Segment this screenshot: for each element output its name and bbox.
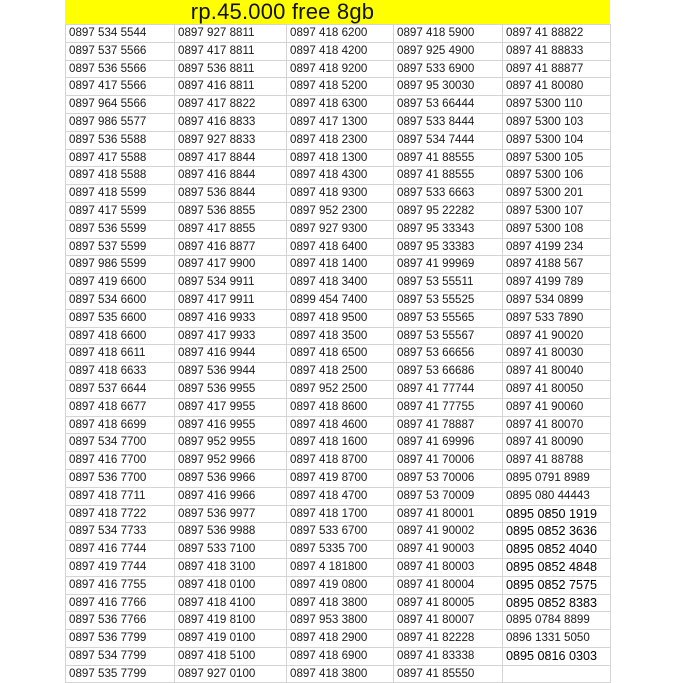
phone-number-cell[interactable]: 0897 4 181800 <box>287 558 394 576</box>
table-row <box>66 523 611 541</box>
phone-number-cell[interactable]: 0897 927 9300 <box>287 220 394 238</box>
phone-number-cell[interactable]: 0897 536 7799 <box>66 630 175 648</box>
phone-number-cell[interactable]: 0897 419 8100 <box>175 612 287 630</box>
phone-number-cell[interactable]: 0897 418 6611 <box>66 345 175 363</box>
phone-number-cell[interactable]: 0897 418 4700 <box>287 487 394 505</box>
phone-number-cell[interactable]: 0897 927 8833 <box>175 131 287 149</box>
phone-number-cell[interactable]: 0897 53 66656 <box>394 345 503 363</box>
phone-number-cell[interactable]: 0897 418 3400 <box>287 274 394 292</box>
phone-number-cell[interactable]: 0897 53 70006 <box>394 469 503 487</box>
phone-number-cell[interactable]: 0897 418 6699 <box>66 416 175 434</box>
phone-number-cell[interactable]: 0897 418 8600 <box>287 398 394 416</box>
phone-number-cell[interactable]: 0897 418 2900 <box>287 630 394 648</box>
phone-number-cell[interactable]: 0897 418 1600 <box>287 434 394 452</box>
phone-number-cell[interactable]: 0897 418 7722 <box>66 505 175 523</box>
phone-number-cell[interactable]: 0897 41 85550 <box>394 665 503 683</box>
phone-number-cell[interactable]: 0897 416 8844 <box>175 167 287 185</box>
phone-number-cell[interactable]: 0897 41 80005 <box>394 594 503 612</box>
phone-number-cell[interactable]: 0897 536 8811 <box>175 60 287 78</box>
phone-number-cell[interactable]: 0897 417 9955 <box>175 398 287 416</box>
phone-number-cell[interactable]: 0897 536 9988 <box>175 523 287 541</box>
table-row <box>66 42 611 60</box>
table-row <box>66 505 611 523</box>
phone-number-cell[interactable]: 0897 41 80003 <box>394 558 503 576</box>
phone-number-cell[interactable]: 0897 536 8855 <box>175 202 287 220</box>
phone-number-cell[interactable]: 0897 418 9200 <box>287 60 394 78</box>
phone-number-cell[interactable]: 0897 41 80080 <box>503 78 611 96</box>
phone-number-cell[interactable]: 0897 534 6600 <box>66 291 175 309</box>
phone-number-cell[interactable]: 0897 927 0100 <box>175 665 287 683</box>
phone-number-cell[interactable]: 0897 536 8844 <box>175 185 287 203</box>
phone-number-cell[interactable]: 0897 5300 201 <box>503 185 611 203</box>
phone-number-cell[interactable]: 0897 536 5566 <box>66 60 175 78</box>
phone-number-cell[interactable]: 0897 41 70006 <box>394 452 503 470</box>
phone-number-cell[interactable]: 0897 533 6700 <box>287 523 394 541</box>
phone-number-cell[interactable]: 0897 5335 700 <box>287 541 394 559</box>
phone-number-cell[interactable]: 0895 0816 0303 <box>503 647 611 665</box>
phone-number-cell[interactable]: 0897 417 9933 <box>175 327 287 345</box>
phone-number-cell[interactable]: 0897 418 1400 <box>287 256 394 274</box>
phone-number-cell[interactable]: 0897 95 30030 <box>394 78 503 96</box>
phone-number-cell[interactable]: 0897 418 4300 <box>287 167 394 185</box>
phone-number-cell[interactable]: 0897 418 6900 <box>287 647 394 665</box>
phone-number-cell[interactable]: 0897 41 77755 <box>394 398 503 416</box>
phone-number-cell[interactable]: 0896 1331 5050 <box>503 630 611 648</box>
phone-number-cell[interactable]: 0897 41 80050 <box>503 380 611 398</box>
table-row <box>66 60 611 78</box>
phone-number-cell[interactable]: 0895 0852 4040 <box>503 541 611 559</box>
phone-number-cell[interactable]: 0897 537 5566 <box>66 42 175 60</box>
phone-number-cell[interactable]: 0897 5300 110 <box>503 96 611 114</box>
table-row <box>66 647 611 665</box>
table-row <box>66 327 611 345</box>
phone-number-cell[interactable]: 0895 0852 4848 <box>503 558 611 576</box>
phone-number-cell[interactable]: 0897 418 8700 <box>287 452 394 470</box>
table-row <box>66 416 611 434</box>
phone-number-cell[interactable]: 0897 416 8811 <box>175 78 287 96</box>
table-body <box>66 25 611 683</box>
phone-number-cell[interactable]: 0895 080 44443 <box>503 487 611 505</box>
phone-number-cell[interactable]: 0897 534 0899 <box>503 291 611 309</box>
phone-number-cell[interactable]: 0897 417 8855 <box>175 220 287 238</box>
phone-number-cell[interactable]: 0897 418 5599 <box>66 185 175 203</box>
phone-number-cell[interactable]: 0897 5300 108 <box>503 220 611 238</box>
phone-number-cell[interactable]: 0897 53 55511 <box>394 274 503 292</box>
phone-number-cell[interactable]: 0897 416 8877 <box>175 238 287 256</box>
phone-number-cell[interactable]: 0897 536 9944 <box>175 363 287 381</box>
phone-number-cell[interactable]: 0897 419 6600 <box>66 274 175 292</box>
phone-number-cell[interactable]: 0897 952 2300 <box>287 202 394 220</box>
phone-number-cell[interactable]: 0897 41 80070 <box>503 416 611 434</box>
phone-number-cell[interactable]: 0897 417 8822 <box>175 96 287 114</box>
phone-number-cell[interactable]: 0897 925 4900 <box>394 42 503 60</box>
phone-number-cell[interactable]: 0897 419 0100 <box>175 630 287 648</box>
phone-number-cell[interactable]: 0897 418 5200 <box>287 78 394 96</box>
phone-number-cell[interactable]: 0897 534 7700 <box>66 434 175 452</box>
phone-number-cell[interactable]: 0897 41 80090 <box>503 434 611 452</box>
phone-number-cell[interactable]: 0897 537 5599 <box>66 238 175 256</box>
phone-number-cell[interactable]: 0897 41 78887 <box>394 416 503 434</box>
phone-number-cell[interactable]: 0897 536 7700 <box>66 469 175 487</box>
phone-number-cell[interactable]: 0897 417 5588 <box>66 149 175 167</box>
phone-number-cell[interactable]: 0897 536 5588 <box>66 131 175 149</box>
phone-number-cell[interactable]: 0897 5300 104 <box>503 131 611 149</box>
phone-number-cell[interactable]: 0897 952 9955 <box>175 434 287 452</box>
phone-number-cell[interactable]: 0897 41 88788 <box>503 452 611 470</box>
phone-number-cell[interactable]: 0897 953 3800 <box>287 612 394 630</box>
table-row <box>66 541 611 559</box>
phone-number-cell[interactable]: 0895 0850 1919 <box>503 505 611 523</box>
phone-number-cell[interactable]: 0897 53 55565 <box>394 309 503 327</box>
phone-number-cell[interactable]: 0897 41 90060 <box>503 398 611 416</box>
phone-number-cell[interactable]: 0897 533 7890 <box>503 309 611 327</box>
phone-number-cell[interactable]: 0897 534 7799 <box>66 647 175 665</box>
spreadsheet <box>65 0 610 683</box>
table-row <box>66 220 611 238</box>
table-row <box>66 256 611 274</box>
phone-number-cell[interactable]: 0897 418 7711 <box>66 487 175 505</box>
phone-number-cell[interactable]: 0897 41 88555 <box>394 149 503 167</box>
phone-number-table <box>65 24 611 683</box>
phone-number-cell[interactable]: 0897 418 4600 <box>287 416 394 434</box>
phone-number-cell[interactable]: 0897 418 5100 <box>175 647 287 665</box>
phone-number-cell[interactable]: 0897 537 6644 <box>66 380 175 398</box>
phone-number-cell[interactable]: 0897 418 3800 <box>287 665 394 683</box>
phone-number-cell[interactable]: 0897 41 88555 <box>394 167 503 185</box>
phone-number-cell[interactable]: 0897 418 3800 <box>287 594 394 612</box>
phone-number-cell[interactable]: 0897 418 9500 <box>287 309 394 327</box>
table-row <box>66 576 611 594</box>
table-row <box>66 96 611 114</box>
phone-number-cell[interactable]: 0897 416 7755 <box>66 576 175 594</box>
table-row <box>66 202 611 220</box>
phone-number-cell[interactable]: 0897 53 70009 <box>394 487 503 505</box>
phone-number-cell[interactable]: 0897 533 6663 <box>394 185 503 203</box>
phone-number-cell[interactable]: 0897 536 5599 <box>66 220 175 238</box>
phone-number-cell[interactable]: 0895 0791 8989 <box>503 469 611 487</box>
phone-number-cell[interactable]: 0897 418 5900 <box>394 25 503 43</box>
phone-number-cell[interactable]: 0897 416 7766 <box>66 594 175 612</box>
price-banner <box>65 0 610 24</box>
phone-number-cell[interactable]: 0897 534 5544 <box>66 25 175 43</box>
phone-number-cell[interactable]: 0897 418 0100 <box>175 576 287 594</box>
phone-number-cell[interactable]: 0897 41 80040 <box>503 363 611 381</box>
phone-number-cell[interactable]: 0897 418 4200 <box>287 42 394 60</box>
phone-number-cell[interactable]: 0897 418 6633 <box>66 363 175 381</box>
phone-number-cell[interactable]: 0897 95 22282 <box>394 202 503 220</box>
table-row <box>66 558 611 576</box>
table-row <box>66 380 611 398</box>
phone-number-cell[interactable]: 0897 419 7744 <box>66 558 175 576</box>
phone-number-cell[interactable]: 0897 535 7799 <box>66 665 175 683</box>
table-row <box>66 434 611 452</box>
phone-number-cell[interactable]: 0897 41 80001 <box>394 505 503 523</box>
table-row <box>66 149 611 167</box>
phone-number-cell[interactable]: 0897 416 9966 <box>175 487 287 505</box>
phone-number-cell[interactable]: 0897 418 6600 <box>66 327 175 345</box>
phone-number-cell[interactable]: 0897 4188 567 <box>503 256 611 274</box>
phone-number-cell[interactable]: 0897 417 8844 <box>175 149 287 167</box>
phone-number-cell[interactable]: 0897 5300 105 <box>503 149 611 167</box>
phone-number-cell[interactable]: 0897 5300 106 <box>503 167 611 185</box>
phone-number-cell[interactable]: 0897 418 5588 <box>66 167 175 185</box>
phone-number-cell[interactable]: 0897 536 7766 <box>66 612 175 630</box>
phone-number-cell[interactable]: 0897 53 66444 <box>394 96 503 114</box>
table-row <box>66 594 611 612</box>
phone-number-cell[interactable]: 0897 417 9900 <box>175 256 287 274</box>
phone-number-cell[interactable]: 0897 418 6200 <box>287 25 394 43</box>
table-row <box>66 185 611 203</box>
phone-number-cell[interactable]: 0897 5300 103 <box>503 113 611 131</box>
phone-number-cell[interactable]: 0897 533 8444 <box>394 113 503 131</box>
phone-number-cell[interactable]: 0897 95 33383 <box>394 238 503 256</box>
phone-number-cell[interactable]: 0899 454 7400 <box>287 291 394 309</box>
phone-number-cell[interactable]: 0897 5300 107 <box>503 202 611 220</box>
phone-number-cell[interactable]: 0897 41 88822 <box>503 25 611 43</box>
phone-number-cell[interactable]: 0897 535 6600 <box>66 309 175 327</box>
phone-number-cell[interactable]: 0897 418 2500 <box>287 363 394 381</box>
phone-number-cell[interactable]: 0897 416 7700 <box>66 452 175 470</box>
phone-number-cell[interactable]: 0897 417 5566 <box>66 78 175 96</box>
table-row <box>66 131 611 149</box>
phone-number-cell[interactable]: 0897 41 80030 <box>503 345 611 363</box>
phone-number-cell[interactable]: 0895 0852 8383 <box>503 594 611 612</box>
phone-number-cell[interactable]: 0897 418 6400 <box>287 238 394 256</box>
table-row <box>66 469 611 487</box>
phone-number-cell[interactable]: 0897 418 6300 <box>287 96 394 114</box>
table-row <box>66 487 611 505</box>
phone-number-cell[interactable]: 0897 986 5599 <box>66 256 175 274</box>
phone-number-cell[interactable]: 0897 418 4100 <box>175 594 287 612</box>
phone-number-cell[interactable]: 0897 41 99969 <box>394 256 503 274</box>
phone-number-cell[interactable]: 0897 536 9966 <box>175 469 287 487</box>
phone-number-cell[interactable]: 0897 41 90002 <box>394 523 503 541</box>
phone-number-cell[interactable]: 0897 416 9944 <box>175 345 287 363</box>
phone-number-cell[interactable]: 0897 417 1300 <box>287 113 394 131</box>
phone-number-cell[interactable]: 0897 41 90003 <box>394 541 503 559</box>
phone-number-cell[interactable]: 0895 0852 3636 <box>503 523 611 541</box>
phone-number-cell[interactable]: 0897 41 69996 <box>394 434 503 452</box>
table-row <box>66 452 611 470</box>
phone-number-cell[interactable]: 0897 417 8811 <box>175 42 287 60</box>
phone-number-cell[interactable]: 0897 417 9911 <box>175 291 287 309</box>
phone-number-cell[interactable]: 0897 419 8700 <box>287 469 394 487</box>
phone-number-cell[interactable] <box>503 665 611 683</box>
phone-number-cell[interactable]: 0897 419 0800 <box>287 576 394 594</box>
phone-number-cell[interactable]: 0897 418 2300 <box>287 131 394 149</box>
table-row <box>66 291 611 309</box>
phone-number-cell[interactable]: 0895 0852 7575 <box>503 576 611 594</box>
phone-number-cell[interactable]: 0897 41 82228 <box>394 630 503 648</box>
table-row <box>66 345 611 363</box>
phone-number-cell[interactable]: 0897 41 90020 <box>503 327 611 345</box>
phone-number-cell[interactable]: 0897 4199 234 <box>503 238 611 256</box>
phone-number-cell[interactable]: 0897 534 9911 <box>175 274 287 292</box>
phone-number-cell[interactable]: 0897 986 5577 <box>66 113 175 131</box>
phone-number-cell[interactable]: 0897 41 88877 <box>503 60 611 78</box>
table-row <box>66 274 611 292</box>
phone-number-cell[interactable]: 0897 418 1300 <box>287 149 394 167</box>
phone-number-cell[interactable]: 0897 418 3500 <box>287 327 394 345</box>
phone-number-cell[interactable]: 0897 95 33343 <box>394 220 503 238</box>
phone-number-cell[interactable]: 0897 41 83338 <box>394 647 503 665</box>
phone-number-cell[interactable]: 0897 53 66686 <box>394 363 503 381</box>
phone-number-cell[interactable]: 0897 927 8811 <box>175 25 287 43</box>
phone-number-cell[interactable]: 0897 536 9955 <box>175 380 287 398</box>
phone-number-cell[interactable]: 0897 53 55567 <box>394 327 503 345</box>
phone-number-cell[interactable]: 0897 534 7733 <box>66 523 175 541</box>
table-row <box>66 167 611 185</box>
phone-number-cell[interactable]: 0897 416 7744 <box>66 541 175 559</box>
phone-number-cell[interactable]: 0897 418 9300 <box>287 185 394 203</box>
phone-number-cell[interactable]: 0897 416 9955 <box>175 416 287 434</box>
phone-number-cell[interactable]: 0897 416 9933 <box>175 309 287 327</box>
table-row <box>66 113 611 131</box>
table-row <box>66 309 611 327</box>
table-row <box>66 630 611 648</box>
phone-number-cell[interactable]: 0895 0784 8899 <box>503 612 611 630</box>
phone-number-cell[interactable]: 0897 41 88833 <box>503 42 611 60</box>
table-row <box>66 25 611 43</box>
phone-number-cell[interactable]: 0897 418 3100 <box>175 558 287 576</box>
table-row <box>66 363 611 381</box>
phone-number-cell[interactable]: 0897 533 7100 <box>175 541 287 559</box>
table-row <box>66 398 611 416</box>
phone-number-cell[interactable]: 0897 534 7444 <box>394 131 503 149</box>
phone-number-cell[interactable]: 0897 418 6500 <box>287 345 394 363</box>
table-row <box>66 612 611 630</box>
banner-title: rp.45.000 free 8gb <box>190 0 375 24</box>
phone-number-cell[interactable]: 0897 952 9966 <box>175 452 287 470</box>
phone-number-cell[interactable]: 0897 416 8833 <box>175 113 287 131</box>
phone-number-cell[interactable]: 0897 964 5566 <box>66 96 175 114</box>
phone-number-cell[interactable]: 0897 952 2500 <box>287 380 394 398</box>
table-row <box>66 78 611 96</box>
phone-number-cell[interactable]: 0897 53 55525 <box>394 291 503 309</box>
phone-number-cell[interactable]: 0897 418 1700 <box>287 505 394 523</box>
phone-number-cell[interactable]: 0897 4199 789 <box>503 274 611 292</box>
table-row <box>66 665 611 683</box>
phone-number-cell[interactable]: 0897 536 9977 <box>175 505 287 523</box>
phone-number-cell[interactable]: 0897 41 77744 <box>394 380 503 398</box>
phone-number-cell[interactable]: 0897 533 6900 <box>394 60 503 78</box>
phone-number-cell[interactable]: 0897 418 6677 <box>66 398 175 416</box>
table-row <box>66 238 611 256</box>
phone-number-cell[interactable]: 0897 417 5599 <box>66 202 175 220</box>
phone-number-cell[interactable]: 0897 41 80004 <box>394 576 503 594</box>
phone-number-cell[interactable]: 0897 41 80007 <box>394 612 503 630</box>
